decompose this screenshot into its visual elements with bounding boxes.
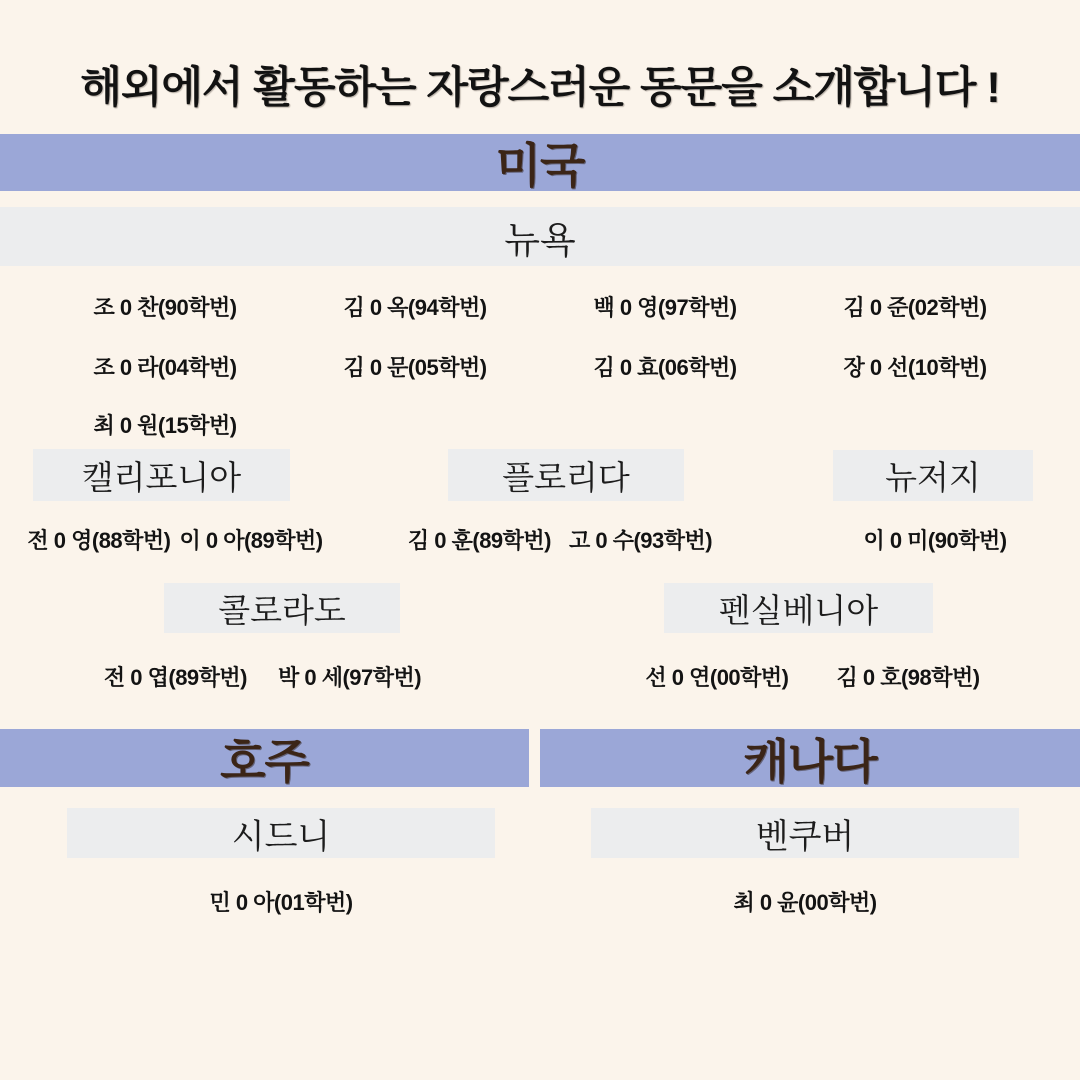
alumni-name: 김 0 훈(89학번) xyxy=(407,528,551,553)
pennsylvania-label: 펜실베니아 xyxy=(718,591,879,629)
sydney-label: 시드니 xyxy=(231,817,331,856)
alumni-name: 김 0 준(02학번) xyxy=(843,295,987,320)
alumni-name: 최 0 원(15학번) xyxy=(93,413,237,438)
pennsylvania-names xyxy=(620,661,1005,692)
page-title: 해외에서 활동하는 자랑스러운 동문을 소개합니다 ! xyxy=(80,64,1000,112)
usa-banner xyxy=(0,134,1080,191)
colorado-label: 콜로라도 xyxy=(218,591,346,629)
newjersey-band xyxy=(833,450,1033,501)
newyork-band xyxy=(0,207,1080,266)
alumni-name: 김 0 문(05학번) xyxy=(343,355,487,380)
vancouver-label: 벤쿠버 xyxy=(755,817,855,856)
alumni-name: 전 0 엽(89학번) xyxy=(103,665,247,690)
alumni-name: 김 0 호(98학번) xyxy=(836,665,980,690)
florida-names xyxy=(385,524,735,555)
newjersey-label: 뉴저지 xyxy=(885,459,981,496)
alumni-name: 장 0 선(10학번) xyxy=(843,355,987,380)
alumni-name: 이 0 아(89학번) xyxy=(179,528,323,553)
alumni-name: 김 0 효(06학번) xyxy=(593,355,737,380)
newyork-label: 뉴욕 xyxy=(504,219,576,261)
alumni-name: 이 0 미(90학번) xyxy=(863,528,1007,553)
sydney-names xyxy=(67,886,495,917)
canada-label: 캐나다 xyxy=(743,734,877,788)
newyork-names-row-3 xyxy=(40,409,1040,440)
florida-label: 플로리다 xyxy=(502,458,630,496)
vancouver-names xyxy=(591,886,1019,917)
newjersey-names xyxy=(790,524,1080,555)
california-band xyxy=(33,449,290,501)
california-names xyxy=(10,524,340,555)
colorado-band xyxy=(164,583,400,633)
alumni-name: 백 0 영(97학번) xyxy=(593,295,737,320)
alumni-name: 민 0 아(01학번) xyxy=(209,890,353,915)
florida-band xyxy=(448,449,684,501)
canada-banner xyxy=(540,729,1080,787)
newyork-names-row-2 xyxy=(40,351,1040,382)
alumni-name: 박 0 세(97학번) xyxy=(278,665,422,690)
alumni-name: 조 0 찬(90학번) xyxy=(93,295,237,320)
newyork-names-row-1 xyxy=(40,291,1040,322)
alumni-name: 최 0 윤(00학번) xyxy=(733,890,877,915)
alumni-name: 전 0 영(88학번) xyxy=(27,528,171,553)
colorado-names xyxy=(80,661,445,692)
australia-label: 호주 xyxy=(220,734,309,788)
pennsylvania-band xyxy=(664,583,933,633)
usa-label: 미국 xyxy=(495,139,585,192)
australia-banner xyxy=(0,729,529,787)
alumni-name: 선 0 연(00학번) xyxy=(645,665,789,690)
sydney-band xyxy=(67,808,495,858)
alumni-name: 김 0 옥(94학번) xyxy=(343,295,487,320)
vancouver-band xyxy=(591,808,1019,858)
alumni-name: 조 0 라(04학번) xyxy=(93,355,237,380)
california-label: 캘리포니아 xyxy=(81,458,242,496)
alumni-name: 고 0 수(93학번) xyxy=(569,528,713,553)
